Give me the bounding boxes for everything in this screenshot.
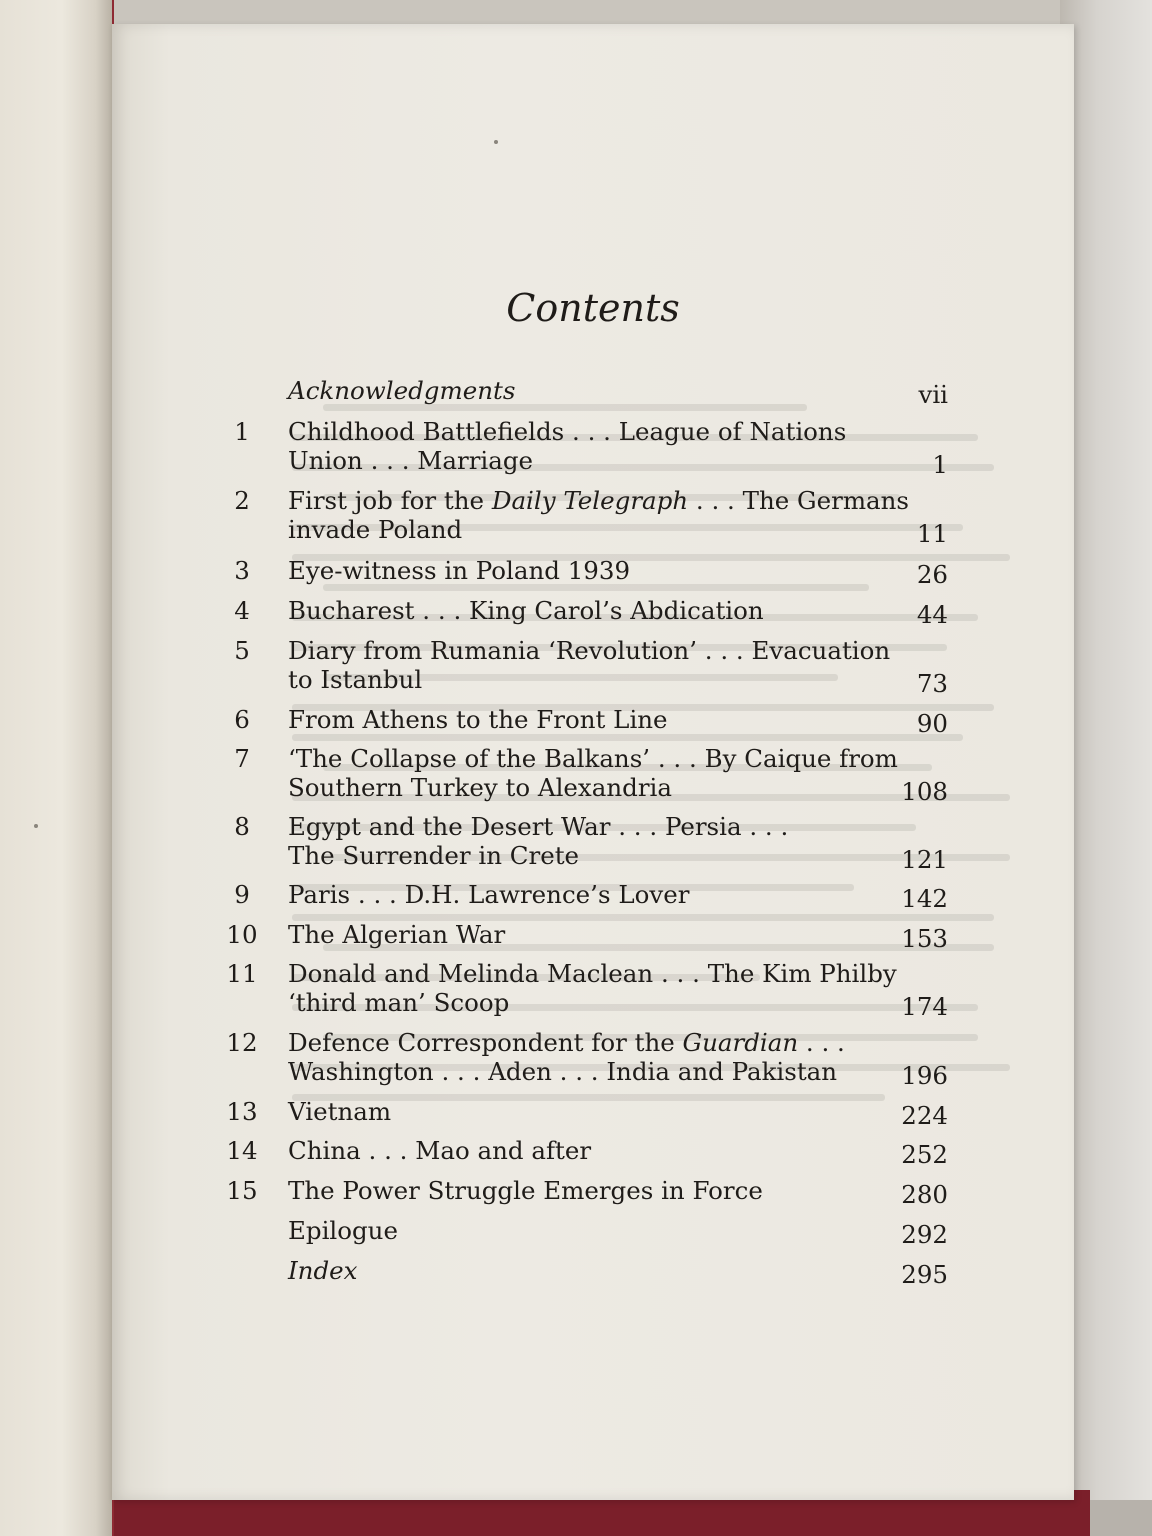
chapter-number: 13 bbox=[226, 1097, 258, 1126]
chapter-number: 10 bbox=[226, 920, 258, 949]
chapter-number: 14 bbox=[226, 1136, 258, 1165]
chapter-title bbox=[288, 376, 928, 405]
chapter-title-line: From Athens to the Front Line bbox=[288, 705, 668, 734]
chapter-title-line: Donald and Melinda Maclean . . . The Kim Philby bbox=[288, 959, 897, 988]
chapter-title-line: Epilogue bbox=[288, 1216, 398, 1245]
chapter-title-line: invade Poland bbox=[288, 515, 463, 544]
page-number: 73 bbox=[916, 669, 948, 698]
chapter-title-line: Eye-witness in Poland 1939 bbox=[288, 556, 631, 585]
page-number: 292 bbox=[901, 1220, 948, 1249]
chapter-number: 8 bbox=[234, 812, 250, 841]
chapter-title bbox=[288, 417, 928, 475]
chapter-title-line: China . . . Mao and after bbox=[288, 1136, 592, 1165]
page-title: Contents bbox=[506, 286, 680, 330]
chapter-title bbox=[288, 596, 928, 625]
page-number: 280 bbox=[901, 1180, 948, 1209]
chapter-title bbox=[288, 1256, 928, 1285]
page-number: 44 bbox=[916, 600, 948, 629]
chapter-title-line: Childhood Battlefields . . . League of Nations bbox=[288, 417, 847, 446]
bleed-through-line bbox=[323, 584, 869, 591]
page-number: 108 bbox=[901, 777, 948, 806]
chapter-title-line: Defence Correspondent for the Guardian . . . bbox=[288, 1028, 845, 1057]
chapter-number: 4 bbox=[234, 596, 250, 625]
chapter-title bbox=[288, 744, 928, 802]
chapter-title-line: The Surrender in Crete bbox=[288, 841, 580, 870]
chapter-number: 2 bbox=[234, 486, 250, 515]
chapter-title-line: The Power Struggle Emerges in Force bbox=[288, 1176, 763, 1205]
chapter-title bbox=[288, 1216, 928, 1245]
chapter-title-line: Acknowledgments bbox=[288, 376, 516, 405]
chapter-title-line: Paris . . . D.H. Lawrence’s Lover bbox=[288, 880, 690, 909]
chapter-title bbox=[288, 705, 928, 734]
chapter-title-line: Index bbox=[288, 1256, 358, 1285]
chapter-title bbox=[288, 486, 928, 544]
left-page bbox=[0, 0, 114, 1536]
chapter-title-line: ‘third man’ Scoop bbox=[288, 988, 510, 1017]
chapter-number: 7 bbox=[234, 744, 250, 773]
chapter-number: 5 bbox=[234, 636, 250, 665]
page-number: 295 bbox=[901, 1260, 948, 1289]
chapter-title-line: The Algerian War bbox=[288, 920, 506, 949]
chapter-title bbox=[288, 880, 928, 909]
page-number: 121 bbox=[901, 845, 948, 874]
chapter-number: 6 bbox=[234, 705, 250, 734]
chapter-title-line: Southern Turkey to Alexandria bbox=[288, 773, 672, 802]
chapter-title bbox=[288, 1176, 928, 1205]
page-number: 252 bbox=[901, 1140, 948, 1169]
chapter-title bbox=[288, 920, 928, 949]
chapter-title-line: First job for the Daily Telegraph . . . The Germans bbox=[288, 486, 910, 515]
page-number: 174 bbox=[901, 992, 948, 1021]
chapter-title-line: Vietnam bbox=[288, 1097, 392, 1126]
chapter-title bbox=[288, 556, 928, 585]
page-number: 26 bbox=[916, 560, 948, 589]
paper-speck bbox=[494, 140, 498, 144]
page-number: 142 bbox=[901, 884, 948, 913]
page-number: 224 bbox=[901, 1101, 948, 1130]
chapter-title-line: Diary from Rumania ‘Revolution’ . . . Evacuation bbox=[288, 636, 891, 665]
chapter-title-line: Egypt and the Desert War . . . Persia . . . bbox=[288, 812, 789, 841]
paper-speck bbox=[34, 824, 38, 828]
chapter-title-line: Washington . . . Aden . . . India and Pakistan bbox=[288, 1057, 838, 1086]
chapter-number: 11 bbox=[226, 959, 258, 988]
book-page bbox=[112, 24, 1074, 1500]
page-number: 11 bbox=[916, 519, 948, 548]
chapter-number: 15 bbox=[226, 1176, 258, 1205]
chapter-title bbox=[288, 812, 928, 870]
bleed-through-line bbox=[292, 734, 963, 741]
chapter-title bbox=[288, 636, 928, 694]
chapter-number: 3 bbox=[234, 556, 250, 585]
chapter-title-line: Bucharest . . . King Carol’s Abdication bbox=[288, 596, 764, 625]
chapter-title-line: to Istanbul bbox=[288, 665, 423, 694]
chapter-title-line: ‘The Collapse of the Balkans’ . . . By Caique from bbox=[288, 744, 898, 773]
chapter-title bbox=[288, 1097, 928, 1126]
chapter-number: 9 bbox=[234, 880, 250, 909]
chapter-title bbox=[288, 1136, 928, 1165]
chapter-title bbox=[288, 959, 928, 1017]
chapter-title bbox=[288, 1028, 928, 1086]
chapter-number: 12 bbox=[226, 1028, 258, 1057]
page-number: 90 bbox=[916, 709, 948, 738]
page-number: 153 bbox=[901, 924, 948, 953]
page-number: 196 bbox=[901, 1061, 948, 1090]
page-number: 1 bbox=[932, 450, 948, 479]
bleed-through-line bbox=[323, 404, 807, 411]
chapter-title-line: Union . . . Marriage bbox=[288, 446, 534, 475]
chapter-number: 1 bbox=[234, 417, 250, 446]
page-number: vii bbox=[918, 380, 948, 409]
